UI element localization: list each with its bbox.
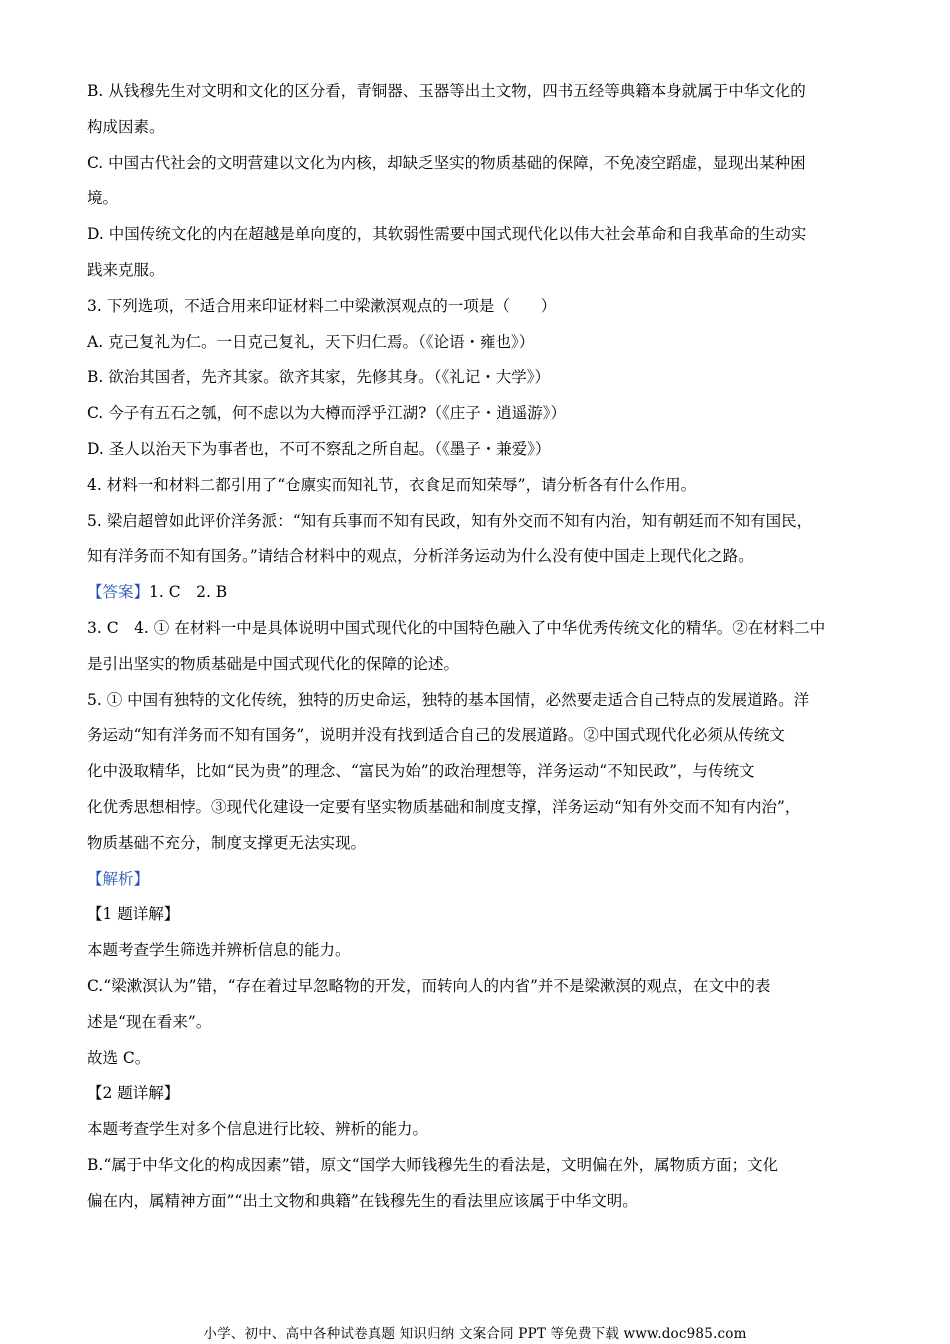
- detail-2-explain-line-2: 偏在内，属精神方面”“出土文物和典籍”在钱穆先生的看法里应该属于中华文明。: [87, 1191, 638, 1210]
- question-5-line-1: 5. 梁启超曾如此评价洋务派：“知有兵事而不知有民政，知有外交而不知有内治，知有朝廷而不知有国民，: [87, 511, 813, 530]
- answer-3-4-line-1: 3. C 4. ① 在材料一中是具体说明中国式现代化的中国特色融入了中华优秀传统文化的精华。②在材料二中: [87, 618, 826, 637]
- option-b-line-2: 构成因素。: [87, 117, 165, 136]
- option-c-line-2: 境。: [87, 189, 119, 208]
- answer-5-line-1: 5. ① 中国有独特的文化传统，独特的历史命运，独特的基本国情，必然要走适合自己特点的发展道路。洋: [87, 690, 810, 709]
- answer-5-line-2: 务运动“知有洋务而不知有国务”，说明并没有找到适合自己的发展道路。②中国式现代化必须从传统文: [87, 726, 785, 745]
- answer-line: [87, 579, 877, 615]
- question-4: 4. 材料一和材料二都引用了“仓廪实而知礼节，衣食足而知荣辱”，请分析各有什么作用。: [87, 475, 697, 494]
- question-3: 3. 下列选项，不适合用来印证材料二中梁漱溟观点的一项是（ ）: [87, 296, 557, 315]
- question-3-option-a: A. 克己复礼为仁。一日克己复礼，天下归仁焉。（《论语・雍也》）: [87, 332, 535, 351]
- question-3-option-d: D. 圣人以治天下为事者也，不可不察乱之所自起。（《墨子・兼爱》）: [87, 439, 551, 458]
- page-footer: 小学、初中、高中各种试卷真题 知识归纳 文案合同 PPT 等免费下载 www.doc985.com: [203, 1326, 747, 1342]
- analysis-label: 【解析】: [87, 869, 150, 888]
- option-d-line-1: D. 中国传统文化的内在超越是单向度的，其软弱性需要中国式现代化以伟大社会革命和自我革命的生动实: [87, 225, 807, 244]
- option-c-line-1: C. 中国古代社会的文明营建以文化为内核，却缺乏坚实的物质基础的保障，不免凌空蹈虚，显现出某种困: [87, 153, 806, 172]
- question-5-line-2: 知有洋务而不知有国务。”请结合材料中的观点，分析洋务运动为什么没有使中国走上现代化之路。: [87, 547, 754, 566]
- detail-1-intro: 本题考查学生筛选并辨析信息的能力。: [87, 941, 351, 960]
- detail-1-choice: 故选 C。: [87, 1048, 151, 1067]
- analysis-line: [87, 866, 877, 902]
- option-b-line-1: B. 从钱穆先生对文明和文化的区分看，青铜器、玉器等出土文物，四书五经等典籍本身就属于中华文化的: [87, 82, 806, 100]
- answer-5-line-3: 化中汲取精华，比如“民为贵”的理念、“富民为始”的政治理想等，洋务运动“不知民政”，与传统文: [87, 762, 755, 781]
- detail-1-explain-line-2: 述是“现在看来”。: [87, 1012, 212, 1031]
- detail-2-label: 【2 题详解】: [87, 1084, 180, 1103]
- answer-5-line-4: 化优秀思想相悖。③现代化建设一定要有坚实物质基础和制度支撑，洋务运动“知有外交而不知有内治”，: [87, 797, 801, 816]
- answer-3-4-line-2: 是引出坚实的物质基础是中国式现代化的保障的论述。: [87, 654, 460, 673]
- answer-text: 1. C 2. B: [149, 583, 228, 602]
- answer-label: 【答案】: [87, 583, 150, 602]
- detail-1-explain-line-1: C.“梁漱溟认为”错，“存在着过早忽略物的开发，而转向人的内省”并不是梁漱溟的观点，在文中的表: [87, 976, 771, 995]
- question-3-option-c: C. 今子有五石之瓠，何不虑以为大樽而浮乎江湖?（《庄子・逍遥游》）: [87, 404, 566, 423]
- document-body: [87, 78, 877, 1224]
- answer-5-line-5: 物质基础不充分，制度支撑更无法实现。: [87, 833, 367, 852]
- question-3-option-b: B. 欲治其国者，先齐其家。欲齐其家，先修其身。（《礼记・大学》）: [87, 368, 550, 387]
- detail-1-line: [87, 901, 877, 937]
- detail-2-line: [87, 1080, 877, 1116]
- detail-2-explain-line-1: B.“属于中华文化的构成因素”错，原文“国学大师钱穆先生的看法是，文明偏在外，属物质方面；文化: [87, 1155, 779, 1174]
- detail-1-label: 【1 题详解】: [87, 905, 180, 924]
- option-d-line-2: 践来克服。: [87, 260, 165, 279]
- detail-2-intro: 本题考查学生对多个信息进行比较、辨析的能力。: [87, 1120, 429, 1139]
